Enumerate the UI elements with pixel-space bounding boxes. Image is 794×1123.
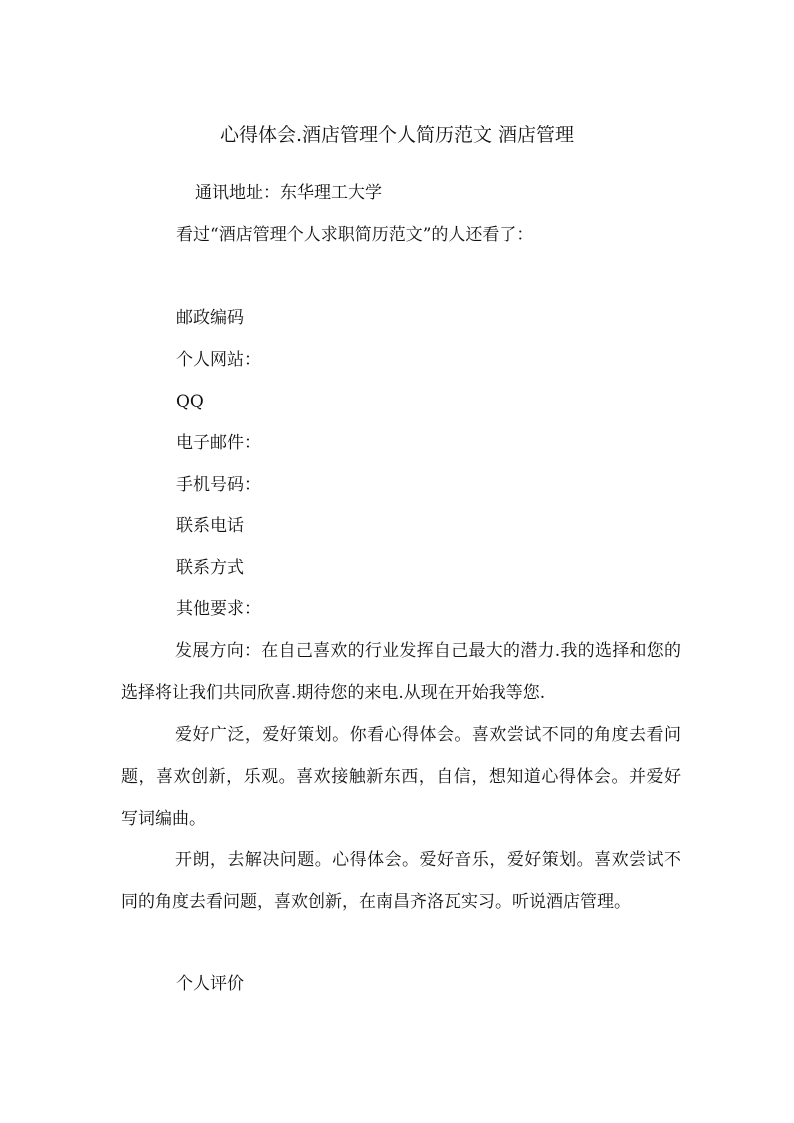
personality-paragraph: 开朗，去解决问题。心得体会。爱好音乐，爱好策划。喜欢尝试不同的角度去看问题，喜欢创新，在南昌齐洛瓦实习。听说酒店管理。: [121, 850, 681, 912]
email-label: 电子邮件：: [176, 433, 261, 453]
mobile-label: 手机号码：: [176, 475, 261, 495]
address-line: 通讯地址：东华理工大学: [195, 183, 382, 203]
other-requirements-label: 其他要求：: [176, 599, 261, 619]
document-title: 心得体会.酒店管理个人简历范文 酒店管理: [219, 124, 575, 146]
qq-label: QQ: [176, 392, 204, 412]
intro-line: 看过“酒店管理个人求职简历范文”的人还看了：: [176, 225, 534, 245]
contact-label: 联系方式: [176, 558, 244, 578]
phone-label: 联系电话: [176, 516, 244, 536]
postal-code-label: 邮政编码: [176, 308, 244, 328]
development-paragraph: 发展方向：在自己喜欢的行业发挥自己最大的潜力.我的选择和您的选择将让我们共同欣喜.期待您的来电.从现在开始我等您.: [121, 641, 681, 703]
section-heading: 个人评价: [176, 974, 244, 994]
hobbies-paragraph: 爱好广泛，爱好策划。你看心得体会。喜欢尝试不同的角度去看问题，喜欢创新，乐观。喜欢接触新东西，自信，想知道心得体会。并爱好写词编曲。: [121, 725, 681, 829]
website-label: 个人网站：: [176, 350, 261, 370]
